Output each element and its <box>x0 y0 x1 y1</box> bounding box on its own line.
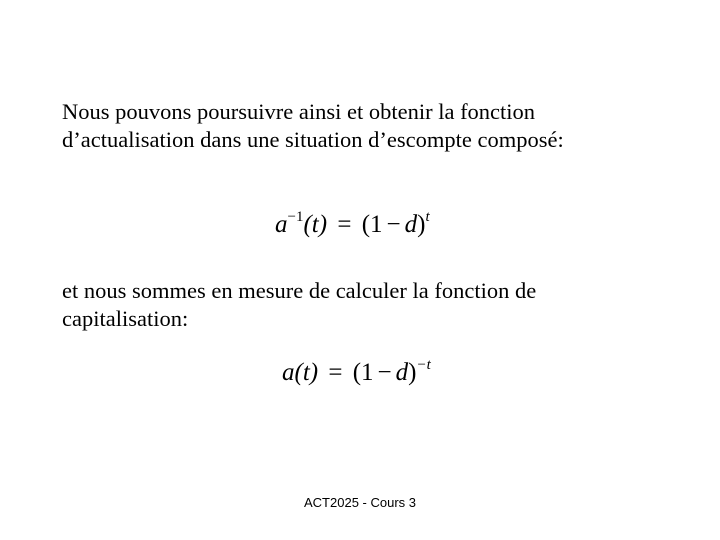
formula2-rhs-var: d <box>395 359 409 386</box>
capitalisation-line-2: capitalisation: <box>62 306 189 331</box>
slide-footer: ACT2025 - Cours 3 <box>304 495 416 510</box>
intro-line-2: d’actualisation dans une situation d’escompte composé: <box>62 127 564 152</box>
formula1-rhs-var: d <box>404 211 418 238</box>
formula2-equals: = <box>328 359 343 386</box>
intro-line-1: Nous pouvons poursuivre ainsi et obtenir la fonction <box>62 99 536 124</box>
formula2-minus: − <box>377 359 392 386</box>
formula1-equals: = <box>337 211 352 238</box>
capitalisation-line-1: et nous sommes en mesure de calculer la fonction de <box>62 278 537 303</box>
formula1-lhs-arg: (t) <box>303 211 328 238</box>
formula2-lhs-base: a <box>282 359 295 386</box>
formula1-rhs-exponent: t <box>425 209 430 225</box>
intro-paragraph <box>62 98 662 154</box>
accumulation-function-formula <box>282 358 431 388</box>
formula2-rhs-open: (1 <box>352 359 374 386</box>
formula1-lhs-exponent: −1 <box>287 209 304 225</box>
discount-function-formula <box>275 210 430 240</box>
formula2-rhs-close: ) <box>408 359 417 386</box>
formula1-lhs-base: a <box>275 211 288 238</box>
formula1-minus: − <box>386 211 401 238</box>
formula2-lhs-arg: (t) <box>294 359 319 386</box>
formula1-rhs-close: ) <box>417 211 426 238</box>
formula2-rhs-exponent: −t <box>416 357 431 373</box>
capitalisation-paragraph <box>62 277 662 333</box>
formula1-rhs-open: (1 <box>361 211 383 238</box>
